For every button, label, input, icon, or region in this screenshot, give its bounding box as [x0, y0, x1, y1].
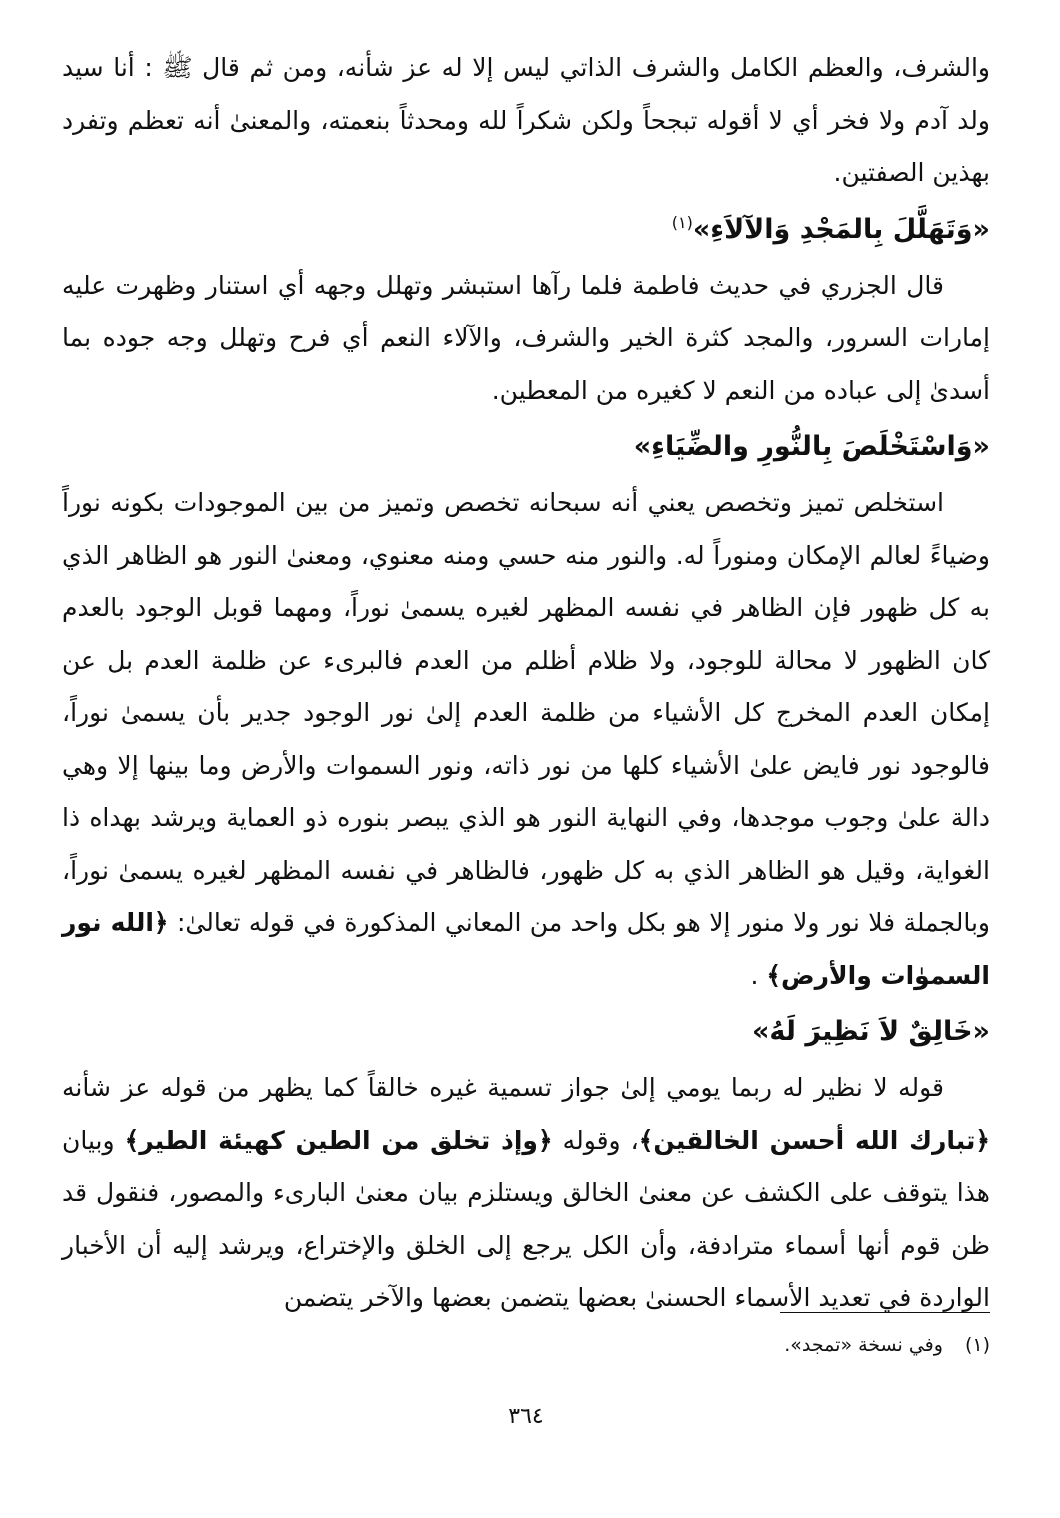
footnote-ref-1: (١) — [671, 212, 693, 232]
heading-tahallala — [62, 200, 990, 260]
quran-quote-nur: ﴿الله نور السموٰات والأرض﴾ — [62, 908, 990, 990]
quran-quote-khaliqin: ﴿تبارك الله أحسن الخالقين﴾ — [638, 1125, 991, 1155]
heading-khaliq: «خَالِقٌ لاَ نَظِيرَ لَهُ» — [751, 1016, 990, 1047]
paragraph-4-text-a: قوله لا نظير له ربما يومي إلىٰ جواز تسمية غيره خالقاً كما يظهر من قوله عز شأنه — [62, 1073, 944, 1102]
paragraph-1: والشرف، والعظم الكامل والشرف الذاتي ليس إلا له عز شأنه، ومن ثم قال ﷺ : أنا سيد ولد آدم ولا فخر أي لا أقوله تبجحاً ولكن شكراً لله ومحدثاً بنعمته، والمعنىٰ أنه تعظم وتفرد بهذين الصفتين. — [62, 53, 990, 187]
book-page — [62, 42, 990, 1482]
heading-tahallala-text: «وَتَهَلَّلَ بِالمَجْدِ وَالآلاَءِ» — [692, 213, 990, 245]
paragraph-3 — [62, 477, 990, 1002]
paragraph-3-text: استخلص تميز وتخصص يعني أنه سبحانه تخصص وتميز من بين الموجودات بكونه نوراً وضياءً لعالم الإمكان ومنوراً له. والنور منه حسي ومنه معنوي، ومعنىٰ النور هو الظاهر الذي به كل ظهور فإن الظاهر في نفسه المظهر لغيره يسمىٰ نوراً، ومهما قوبل الوجود بالعدم كان الظهور لا محالة للوجود، ولا ظلام أظلم من العدم فالبرىء عن ظلمة العدم بل عن إمكان العدم المخرج كل الأشياء من ظلمة العدم إلىٰ نور الوجود جدير بأن يسمىٰ نوراً، فالوجود نور فايض علىٰ الأشياء كلها من نور ذاته، ونور السموات والأرض وما بينها إلا وهي دالة علىٰ وجوب موجدها، وفي النهاية النور هو الذي يبصر بنوره ذو العماية ويرشد بهداه ذا الغواية، وقيل هو الظاهر الذي به كل ظهور، فالظاهر في نفسه المظهر لغيره يسمىٰ نوراً، وبالجملة فلا نور ولا منور إلا هو بكل واحد من المعاني المذكورة في قوله تعالىٰ: — [62, 488, 990, 937]
quran-quote-tayr: ﴿وإذ تخلق من الطين كهيئة الطير﴾ — [124, 1125, 553, 1155]
footnote-number: (١) — [964, 1334, 990, 1356]
page-number: ٣٦٤ — [508, 1404, 544, 1429]
paragraph-4-text-b: ، وقوله — [562, 1125, 639, 1155]
paragraph-4 — [62, 1062, 990, 1325]
footnote-text: وفي نسخة «تمجد». — [784, 1334, 943, 1356]
footnote — [784, 1330, 990, 1360]
paragraph-2: قال الجزري في حديث فاطمة فلما رآها استبشر وتهلل وجهه أي استنار وظهرت عليه إمارات السرور، والمجد كثرة الخير والشرف، والآلاء النعم أي فرح وتهلل وجه جوده بما أسدىٰ إلى عباده من النعم لا كغيره من المعطين. — [62, 270, 990, 405]
paragraph-3-end: . — [750, 960, 759, 990]
heading-istakhlasa: «وَاسْتَخْلَصَ بِالنُّورِ والضِّيَاءِ» — [633, 431, 990, 462]
paragraph-4-text-c: وبيان هذا يتوقف على الكشف عن معنىٰ الخالق ويستلزم بيان معنىٰ البارىء والمصور، فنقول قد ظن قوم أنها أسماء مترادفة، وأن الكل يرجع إلى الخلق والإختراع، ويرشد إليه أن الأخبار الواردة في تعديد الأسماء الحسنىٰ بعضها يتضمن بعضها والآخر يتضمن — [62, 1125, 990, 1312]
footnote-divider — [780, 1312, 990, 1313]
